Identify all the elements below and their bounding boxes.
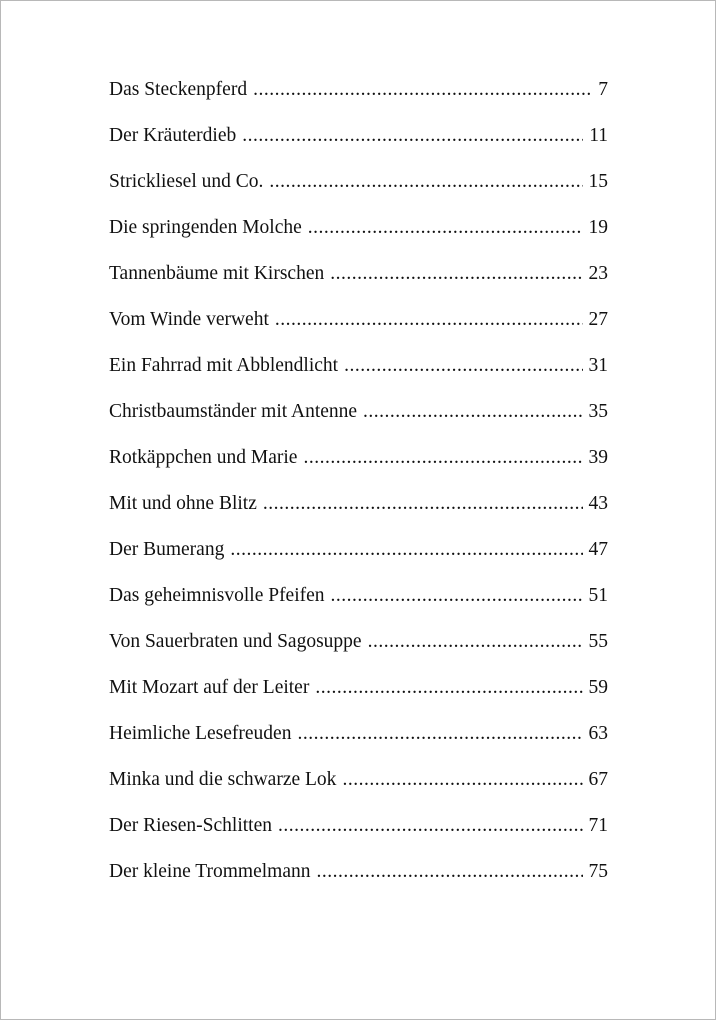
dot-leader: [242, 121, 583, 151]
toc-entry: [109, 811, 608, 857]
toc-entry: [109, 443, 608, 489]
toc-entry: [109, 351, 608, 397]
toc-entry: [109, 857, 608, 903]
toc-entry-page: 51: [588, 585, 608, 606]
toc-entry-page: 71: [588, 815, 608, 836]
toc-entry-title: Der Bumerang: [109, 539, 225, 560]
toc-entry: [109, 167, 608, 213]
toc-entry: [109, 673, 608, 719]
table-of-contents: [109, 75, 608, 903]
dot-leader: [368, 627, 583, 657]
toc-entry-title: Der Kräuterdieb: [109, 125, 237, 146]
toc-entry-title: Tannenbäume mit Kirschen: [109, 263, 325, 284]
toc-entry: [109, 489, 608, 535]
dot-leader: [344, 351, 582, 381]
toc-entry: [109, 627, 608, 673]
toc-entry-page: 7: [598, 79, 608, 100]
toc-entry: [109, 121, 608, 167]
toc-entry-page: 23: [588, 263, 608, 284]
dot-leader: [303, 443, 582, 473]
toc-entry-page: 67: [588, 769, 608, 790]
dot-leader: [275, 305, 583, 335]
toc-entry-page: 19: [588, 217, 608, 238]
toc-entry-page: 47: [588, 539, 608, 560]
toc-entry-page: 11: [589, 125, 608, 146]
toc-entry: [109, 581, 608, 627]
toc-entry-title: Rotkäppchen und Marie: [109, 447, 298, 468]
dot-leader: [363, 397, 582, 427]
dot-leader: [230, 535, 582, 565]
dot-leader: [342, 765, 582, 795]
dot-leader: [278, 811, 583, 841]
toc-entry-title: Minka und die schwarze Lok: [109, 769, 337, 790]
toc-entry-title: Heimliche Lesefreuden: [109, 723, 292, 744]
toc-entry-title: Von Sauerbraten und Sagosuppe: [109, 631, 362, 652]
toc-entry: [109, 305, 608, 351]
toc-entry-page: 31: [588, 355, 608, 376]
toc-entry-page: 59: [588, 677, 608, 698]
dot-leader: [316, 857, 582, 887]
toc-entry-page: 43: [588, 493, 608, 514]
dot-leader: [269, 167, 582, 197]
toc-entry-page: 35: [588, 401, 608, 422]
toc-entry-title: Mit Mozart auf der Leiter: [109, 677, 310, 698]
toc-entry-title: Das geheimnisvolle Pfeifen: [109, 585, 325, 606]
toc-entry-title: Der Riesen-Schlitten: [109, 815, 272, 836]
dot-leader: [297, 719, 582, 749]
toc-entry: [109, 213, 608, 259]
toc-entry-title: Christbaumständer mit Antenne: [109, 401, 358, 422]
toc-entry-title: Ein Fahrrad mit Abblendlicht: [109, 355, 339, 376]
toc-entry: [109, 259, 608, 305]
toc-entry-page: 15: [588, 171, 608, 192]
toc-entry-page: 63: [588, 723, 608, 744]
toc-entry-title: Mit und ohne Blitz: [109, 493, 257, 514]
toc-entry: [109, 719, 608, 765]
toc-entry-page: 55: [588, 631, 608, 652]
toc-entry: [109, 75, 608, 121]
toc-entry-title: Vom Winde verweht: [109, 309, 269, 330]
dot-leader: [315, 673, 582, 703]
dot-leader: [308, 213, 583, 243]
dot-leader: [263, 489, 583, 519]
toc-entry-title: Der kleine Trommelmann: [109, 861, 311, 882]
toc-entry: [109, 397, 608, 443]
toc-entry-title: Strickliesel und Co.: [109, 171, 264, 192]
toc-entry-page: 75: [588, 861, 608, 882]
toc-entry-page: 39: [588, 447, 608, 468]
dot-leader: [253, 75, 592, 105]
toc-entry: [109, 535, 608, 581]
dot-leader: [330, 259, 582, 289]
toc-entry-title: Die springenden Molche: [109, 217, 302, 238]
toc-entry: [109, 765, 608, 811]
toc-entry-title: Das Steckenpferd: [109, 79, 248, 100]
dot-leader: [331, 581, 583, 611]
toc-entry-page: 27: [588, 309, 608, 330]
